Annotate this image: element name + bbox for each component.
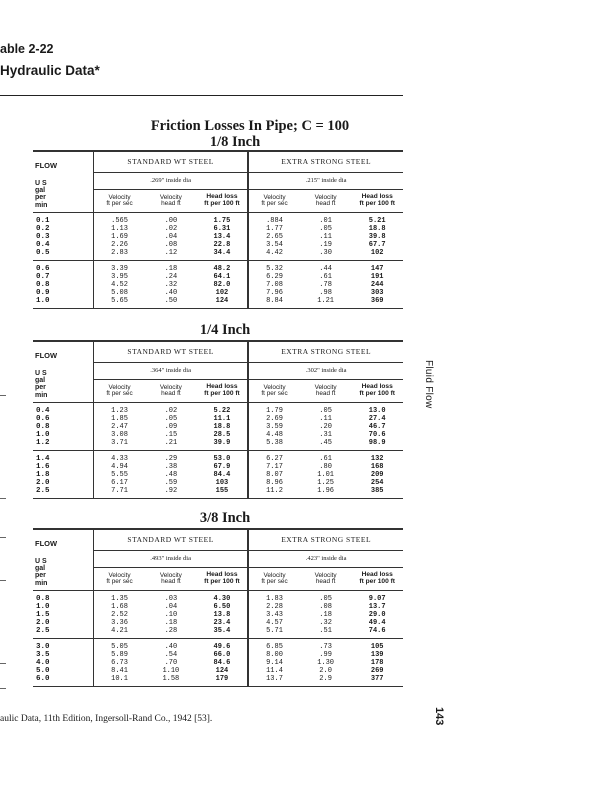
table-row-group <box>33 261 403 309</box>
std-velocity-head-values: .29 .38 .48 .59 .92 <box>164 455 178 495</box>
std-head-loss-values: 4.30 6.50 13.8 23.4 35.4 <box>213 595 231 635</box>
friction-table <box>33 150 403 309</box>
std-velocity-head-values: .00 .02 .04 .08 .12 <box>164 217 178 257</box>
velocity-header: Velocity ft per sec <box>248 190 300 213</box>
standard-steel-header: STANDARD WT STEEL <box>94 151 249 173</box>
main-title: Friction Losses In Pipe; C = 100 <box>150 118 350 134</box>
std-head-loss-values: 53.0 67.9 84.4 103 155 <box>213 455 231 495</box>
velocity-header: Velocity ft per sec <box>94 568 146 591</box>
velocity-head-header: Velocity head ft <box>159 383 182 397</box>
table-label: able 2-22 <box>0 42 54 56</box>
extra-strong-header: EXTRA STRONG STEEL <box>248 341 403 363</box>
extra-strong-header: EXTRA STRONG STEEL <box>248 529 403 551</box>
extra-inside-dia: .215" inside dia <box>248 173 403 190</box>
head-loss-header: Head loss ft per 100 ft <box>204 383 240 397</box>
xs-velocity-values: 6.85 8.00 9.14 11.4 13.7 <box>248 639 300 687</box>
margin-tick <box>0 663 6 664</box>
velocity-header: Velocity ft per sec <box>94 380 146 403</box>
xs-velocity-values: .884 1.77 2.65 3.54 4.42 <box>248 213 300 261</box>
velocity-head-header: Velocity head ft <box>314 383 337 397</box>
table-name: Hydraulic Data* <box>0 63 100 78</box>
std-velocity-values: 5.05 5.89 6.73 8.41 10.1 <box>94 639 146 687</box>
friction-table <box>33 340 403 499</box>
xs-velocity-head-values: .73 .99 1.30 2.0 2.9 <box>317 643 334 683</box>
xs-head-loss-values: 5.21 18.8 39.8 67.7 102 <box>368 217 386 257</box>
xs-velocity-values: 5.32 6.29 7.08 7.96 8.84 <box>248 261 300 309</box>
margin-tick <box>0 395 6 396</box>
std-velocity-head-values: .40 .54 .70 1.10 1.58 <box>162 643 180 683</box>
standard-inside-dia: .364" inside dia <box>94 363 249 380</box>
extra-strong-header: EXTRA STRONG STEEL <box>248 151 403 173</box>
flow-label: FLOW <box>35 539 58 548</box>
friction-table <box>33 528 403 687</box>
xs-velocity-head-values: .05 .11 .20 .31 .45 <box>319 407 332 447</box>
flow-label: FLOW <box>35 161 58 170</box>
extra-inside-dia: .423" inside dia <box>248 551 403 568</box>
standard-inside-dia: .269" inside dia <box>94 173 249 190</box>
table-row-group <box>33 639 403 687</box>
velocity-head-header: Velocity head ft <box>159 571 182 585</box>
margin-tick <box>0 537 6 538</box>
xs-velocity-values: 1.83 2.28 3.43 4.57 5.71 <box>248 591 300 639</box>
size-title: 3/8 Inch <box>199 510 251 526</box>
xs-velocity-head-values: .61 .80 1.01 1.25 1.96 <box>317 455 334 495</box>
velocity-header: Velocity ft per sec <box>248 568 300 591</box>
std-velocity-values: .565 1.13 1.69 2.26 2.83 <box>94 213 146 261</box>
flow-values: 0.4 0.6 0.8 1.0 1.2 <box>36 407 50 447</box>
flow-values: 0.6 0.7 0.8 0.9 1.0 <box>36 265 50 305</box>
standard-steel-header: STANDARD WT STEEL <box>94 341 249 363</box>
std-velocity-values: 1.35 1.68 2.52 3.36 4.21 <box>94 591 146 639</box>
velocity-header: Velocity ft per sec <box>94 190 146 213</box>
size-title: 1/4 Inch <box>199 322 251 338</box>
margin-tick <box>0 498 6 499</box>
table-row-group <box>33 213 403 261</box>
margin-tick <box>0 580 6 581</box>
size-title: 1/8 Inch <box>209 134 261 150</box>
head-loss-header: Head loss ft per 100 ft <box>359 193 395 207</box>
std-head-loss-values: 5.22 11.1 18.8 28.5 39.9 <box>213 407 231 447</box>
head-loss-header: Head loss ft per 100 ft <box>204 571 240 585</box>
xs-velocity-head-values: .44 .61 .78 .98 1.21 <box>317 265 334 305</box>
flow-values: 0.1 0.2 0.3 0.4 0.5 <box>36 217 50 257</box>
page-number: 143 <box>433 707 445 726</box>
us-gal-label: U S gal per min <box>35 369 48 399</box>
xs-velocity-values: 6.27 7.17 8.07 8.96 11.2 <box>248 451 300 499</box>
flow-header <box>33 151 94 213</box>
header-rule <box>0 95 403 96</box>
std-head-loss-values: 49.6 66.0 84.6 124 179 <box>213 643 231 683</box>
head-loss-header: Head loss ft per 100 ft <box>204 193 240 207</box>
standard-steel-header: STANDARD WT STEEL <box>94 529 249 551</box>
std-velocity-head-values: .03 .04 .10 .18 .28 <box>164 595 178 635</box>
std-velocity-values: 3.39 3.95 4.52 5.08 5.65 <box>94 261 146 309</box>
standard-inside-dia: .493" inside dia <box>94 551 249 568</box>
flow-label: FLOW <box>35 351 58 360</box>
flow-values: 1.4 1.6 1.8 2.0 2.5 <box>36 455 50 495</box>
table-row-group <box>33 403 403 451</box>
flow-header <box>33 341 94 403</box>
std-head-loss-values: 1.75 6.31 13.4 22.8 34.4 <box>213 217 231 257</box>
xs-velocity-values: 1.79 2.69 3.59 4.48 5.38 <box>248 403 300 451</box>
xs-head-loss-values: 132 168 209 254 385 <box>370 455 384 495</box>
flow-values: 3.0 3.5 4.0 5.0 6.0 <box>36 643 50 683</box>
std-velocity-values: 4.33 4.94 5.55 6.17 7.71 <box>94 451 146 499</box>
flow-header <box>33 529 94 591</box>
std-velocity-head-values: .18 .24 .32 .40 .50 <box>164 265 178 305</box>
margin-tick <box>0 688 6 689</box>
velocity-head-header: Velocity head ft <box>159 193 182 207</box>
xs-head-loss-values: 147 191 244 303 369 <box>370 265 384 305</box>
footnote: aulic Data, 11th Edition, Ingersoll-Rand Co., 1942 [53]. <box>0 714 213 724</box>
extra-inside-dia: .302" inside dia <box>248 363 403 380</box>
section-side-label: Fluid Flow <box>423 360 434 409</box>
xs-head-loss-values: 13.0 27.4 46.7 70.6 98.9 <box>368 407 386 447</box>
head-loss-header: Head loss ft per 100 ft <box>359 383 395 397</box>
xs-velocity-head-values: .05 .08 .18 .32 .51 <box>319 595 332 635</box>
velocity-header: Velocity ft per sec <box>248 380 300 403</box>
table-row-group <box>33 591 403 639</box>
flow-values: 0.8 1.0 1.5 2.0 2.5 <box>36 595 50 635</box>
std-velocity-head-values: .02 .05 .09 .15 .21 <box>164 407 178 447</box>
velocity-head-header: Velocity head ft <box>314 193 337 207</box>
xs-velocity-head-values: .01 .05 .11 .19 .30 <box>319 217 332 257</box>
us-gal-label: U S gal per min <box>35 179 48 209</box>
xs-head-loss-values: 105 139 178 269 377 <box>370 643 384 683</box>
head-loss-header: Head loss ft per 100 ft <box>359 571 395 585</box>
us-gal-label: U S gal per min <box>35 557 48 587</box>
std-velocity-values: 1.23 1.85 2.47 3.08 3.71 <box>94 403 146 451</box>
velocity-head-header: Velocity head ft <box>314 571 337 585</box>
xs-head-loss-values: 9.07 13.7 29.0 49.4 74.6 <box>368 595 386 635</box>
table-row-group <box>33 451 403 499</box>
std-head-loss-values: 48.2 64.1 82.0 102 124 <box>213 265 231 305</box>
